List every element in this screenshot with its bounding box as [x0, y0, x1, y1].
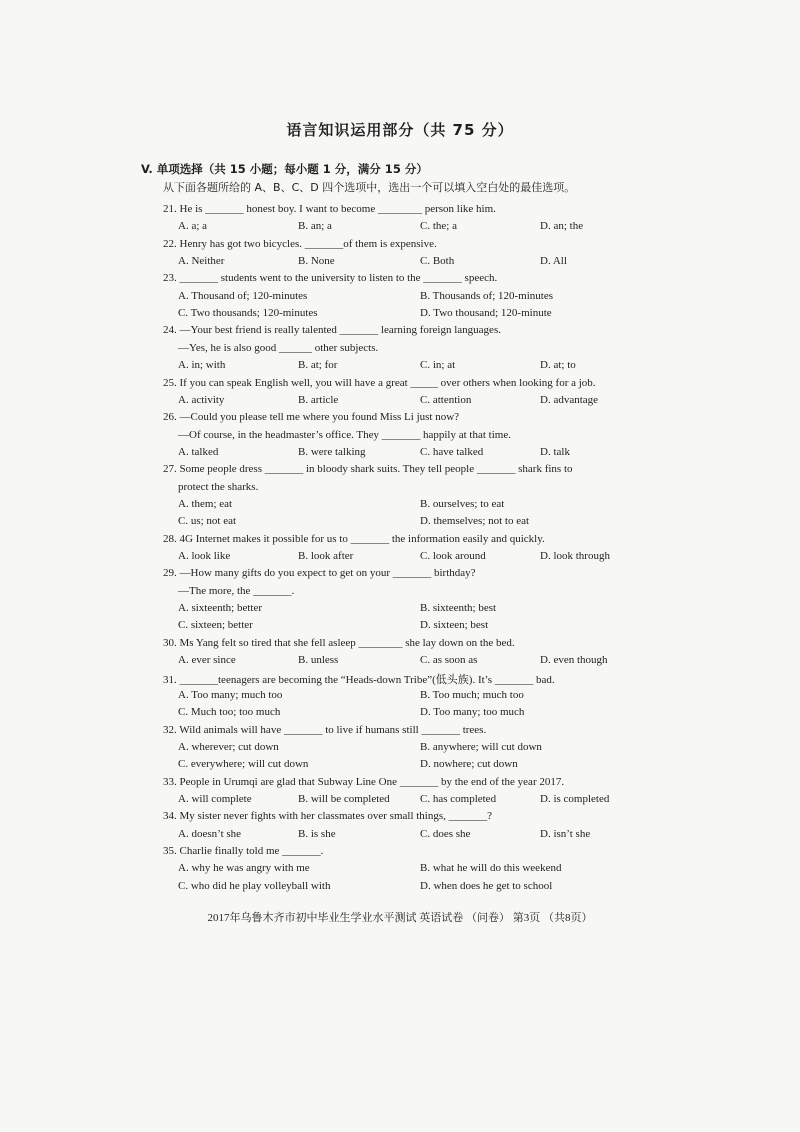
question-stem: 26. —Could you please tell me where you found Miss Li just now? [163, 411, 460, 424]
question-stem: 21. He is _______ honest boy. I want to become ________ person like him. [163, 203, 496, 215]
answer-option: B. Thousands of; 120-minutes [420, 289, 554, 302]
answer-option: B. what he will do this weekend [420, 862, 562, 875]
answer-option: A. them; eat [178, 497, 233, 510]
question-stem-continued: —Yes, he is also good ______ other subjects. [178, 341, 379, 354]
question-stem: 22. Henry has got two bicycles. _______of them is expensive. [163, 237, 437, 250]
answer-option: D. nowhere; cut down [420, 758, 518, 771]
question-stem: 29. —How many gifts do you expect to get on your _______ birthday? [163, 567, 476, 580]
answer-option: D. is completed [540, 792, 610, 805]
answer-option: A. Too many; much too [178, 688, 283, 701]
answer-option: C. have talked [420, 445, 484, 458]
question-stem: 35. Charlie finally told me _______. [163, 844, 324, 857]
answer-option: D. even though [540, 654, 608, 667]
answer-option: D. when does he get to school [420, 879, 553, 892]
answer-option: C. Two thousands; 120-minutes [178, 307, 318, 320]
answer-option: D. sixteen; best [420, 619, 489, 632]
answer-option: D. look through [540, 550, 610, 562]
answer-option: D. Too many; too much [420, 706, 525, 719]
question-stem: 23. _______ students went to the university to listen to the _______ speech. [163, 272, 498, 285]
answer-option: A. ever since [178, 654, 236, 667]
answer-option: D. an; the [540, 220, 584, 233]
answer-option: D. themselves; not to eat [420, 515, 530, 528]
answer-option: A. sixteenth; better [178, 602, 263, 615]
answer-option: D. talk [540, 445, 570, 458]
question-stem: 34. My sister never fights with her classmates over small things, _______? [163, 810, 493, 823]
question-stem: 30. Ms Yang felt so tired that she fell asleep ________ she lay down on the bed. [163, 636, 515, 649]
answer-option: C. sixteen; better [178, 619, 253, 632]
answer-option: D. Two thousand; 120-minute [420, 307, 552, 320]
answer-option: C. attention [420, 393, 472, 406]
answer-option: D. All [540, 255, 567, 268]
answer-option: B. Too much; much too [420, 688, 524, 701]
answer-option: C. in; at [420, 359, 456, 372]
answer-option: B. will be completed [298, 792, 390, 805]
page-title: 语言知识运用部分（共 75 分） [286, 121, 514, 139]
answer-option: B. were talking [298, 445, 366, 458]
question-stem: 31. _______teenagers are becoming the “Heads-down Tribe”(低头族). It’s _______ bad. [163, 674, 555, 687]
answer-option: B. look after [298, 550, 354, 562]
answer-option: C. everywhere; will cut down [178, 758, 309, 771]
answer-option: A. activity [178, 393, 225, 406]
question-stem: 27. Some people dress _______ in bloody shark suits. They tell people _______ shark fins to [163, 463, 573, 476]
answer-option: C. who did he play volleyball with [178, 879, 331, 892]
section-instruction: 从下面各题所给的 A、B、C、D 四个选项中，选出一个可以填入空白处的最佳选项。 [163, 181, 576, 194]
answer-option: A. doesn’t she [178, 827, 242, 840]
question-stem-continued: —The more, the _______. [178, 584, 295, 597]
answer-option: C. Both [420, 255, 455, 268]
question-stem: 24. —Your best friend is really talented _______ learning foreign languages. [163, 324, 501, 337]
answer-option: A. wherever; cut down [178, 740, 279, 753]
question-stem: 32. Wild animals will have _______ to live if humans still _______ trees. [163, 723, 487, 736]
answer-option: C. as soon as [420, 654, 478, 667]
answer-option: A. Thousand of; 120-minutes [178, 289, 308, 302]
question-stem: 28. 4G Internet makes it possible for us to _______ the information easily and quickly. [163, 532, 545, 545]
answer-option: B. at; for [298, 359, 338, 372]
page-footer: 2017年乌鲁木齐市初中毕业生学业水平测试 英语试卷 （问卷） 第3页 （共8页） [207, 912, 593, 924]
section-heading: V. 单项选择（共 15 小题；每小题 1 分，满分 15 分） [141, 162, 428, 176]
answer-option: C. look around [420, 550, 486, 562]
question-stem-continued: protect the sharks. [178, 480, 259, 493]
answer-option: C. has completed [420, 792, 497, 805]
answer-option: D. advantage [540, 393, 599, 406]
answer-option: B. article [298, 393, 339, 406]
answer-option: B. sixteenth; best [420, 602, 497, 615]
answer-option: A. talked [178, 445, 219, 458]
answer-option: D. at; to [540, 359, 576, 372]
answer-option: C. does she [420, 827, 471, 840]
answer-option: A. look like [178, 550, 231, 562]
answer-option: B. unless [298, 654, 339, 667]
question-stem-continued: —Of course, in the headmaster’s office. They _______ happily at that time. [178, 428, 511, 441]
answer-option: B. ourselves; to eat [420, 497, 505, 510]
question-stem: 33. People in Urumqi are glad that Subway Line One _______ by the end of the year 2017. [163, 775, 565, 788]
answer-option: B. None [298, 255, 335, 268]
answer-option: B. anywhere; will cut down [420, 740, 542, 753]
answer-option: A. why he was angry with me [178, 862, 310, 875]
answer-option: C. the; a [420, 220, 457, 233]
question-stem: 25. If you can speak English well, you will have a great _____ over others when looking for a job. [163, 376, 596, 389]
answer-option: A. will complete [178, 792, 252, 805]
answer-option: D. isn’t she [540, 827, 591, 840]
answer-option: B. is she [298, 827, 336, 840]
answer-option: C. Much too; too much [178, 706, 281, 719]
answer-option: C. us; not eat [178, 515, 237, 528]
answer-option: A. a; a [178, 220, 208, 233]
answer-option: A. in; with [178, 359, 226, 372]
answer-option: B. an; a [298, 220, 332, 233]
answer-option: A. Neither [178, 255, 225, 268]
